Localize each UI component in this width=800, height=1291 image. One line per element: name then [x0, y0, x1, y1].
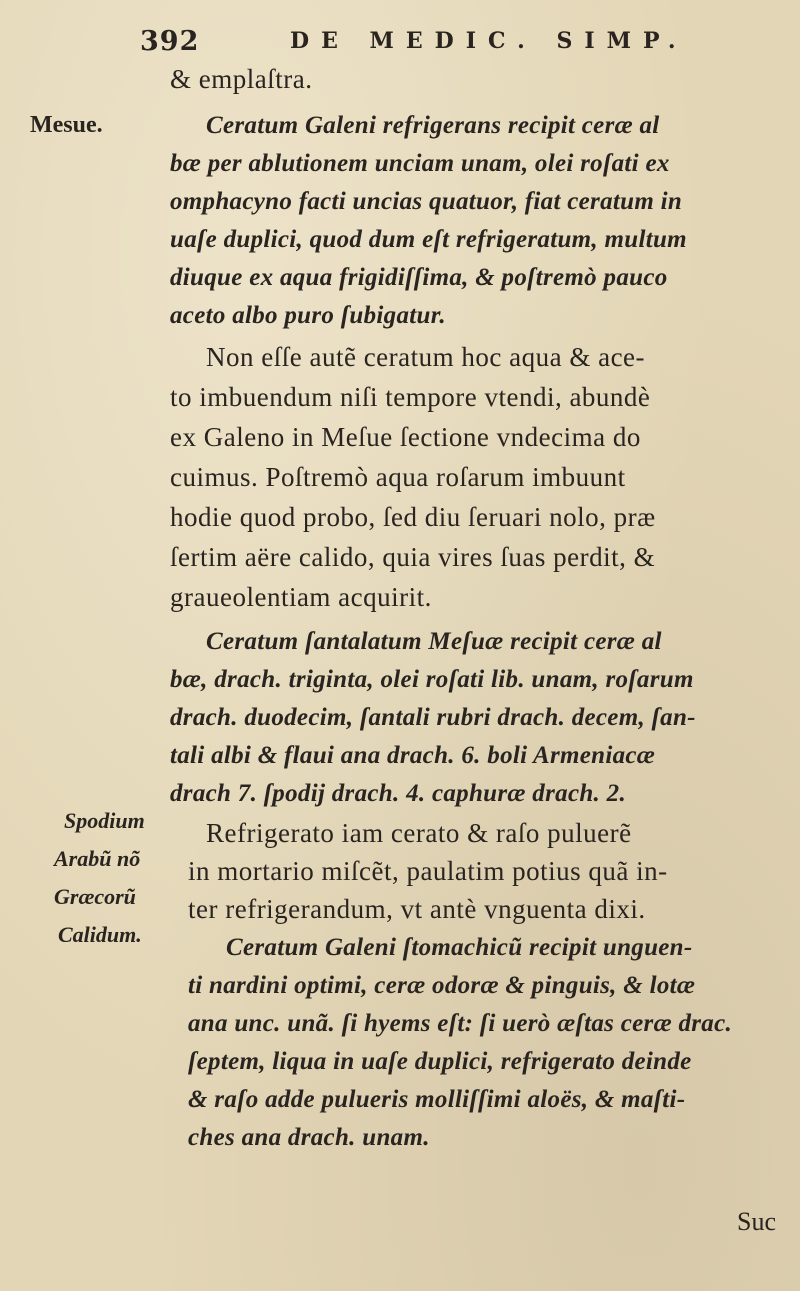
margin-note-arabum: Arabũ nõ — [54, 846, 141, 871]
text-line: tali albi & flaui ana drach. 6. boli Armeniacæ — [170, 742, 656, 769]
text-line: ter refrigerandum, vt antè vnguenta dixi. — [188, 894, 646, 924]
text-line: ti nardini optimi, ceræ odoræ & pinguis, & lotæ — [188, 972, 696, 999]
text-line: bæ per ablutionem unciam unam, olei roſati ex — [170, 150, 670, 177]
margin-note-mesue: Mesue. — [30, 112, 103, 138]
text-line: ana unc. unã. ſi hyems eſt: ſi uerò æſtas ceræ drac. — [188, 1010, 733, 1037]
text-line: diuque ex aqua frigidiſſima, & poſtremò pauco — [170, 264, 668, 291]
text-line: graueolentiam acquirit. — [170, 582, 432, 612]
text-line: ſeptem, liqua in uaſe duplici, refrigerato deinde — [188, 1048, 692, 1075]
text-line: ſertim aëre calido, quia vires ſuas perdit, & — [170, 542, 656, 572]
margin-note-graecorum: Græcorũ — [54, 884, 136, 909]
text-line: drach 7. ſpodij drach. 4. caphuræ drach. 2. — [170, 780, 626, 807]
text-line: cuimus. Poſtremò aqua roſarum imbuunt — [170, 462, 626, 492]
margin-note-spodium: Spodium — [64, 808, 145, 833]
text-line: Ceratum Galeni ſtomachicũ recipit unguen- — [226, 934, 693, 961]
page-header — [140, 22, 700, 66]
text-line: omphacyno facti uncias quatuor, fiat ceratum in — [170, 188, 683, 215]
page-number: 392 — [140, 26, 200, 57]
text-line: in mortario miſcẽt, paulatim potius quã in- — [188, 856, 668, 886]
running-title: DE MEDIC. SIMP. — [290, 28, 688, 54]
text-line: drach. duodecim, ſantali rubri drach. decem, ſan- — [170, 704, 696, 731]
text-line: & emplaſtra. — [170, 64, 313, 94]
text-line: to imbuendum niſi tempore vtendi, abundè — [170, 382, 651, 412]
catchword: Suc — [737, 1207, 776, 1236]
text-line: aceto albo puro ſubigatur. — [170, 302, 446, 329]
text-line: ex Galeno in Meſue ſectione vndecima do — [170, 422, 641, 452]
text-line: bæ, drach. triginta, olei roſati lib. unam, roſarum — [170, 666, 694, 693]
text-line: uaſe duplici, quod dum eſt refrigeratum, multum — [170, 226, 687, 253]
text-line: & raſo adde pulueris molliſſimi aloës, & maſti- — [188, 1086, 686, 1113]
text-line: Ceratum ſantalatum Meſuæ recipit ceræ al — [206, 628, 662, 655]
text-line: Refrigerato iam cerato & raſo puluerẽ — [206, 818, 632, 848]
margin-note-calidum: Calidum. — [58, 922, 142, 947]
text-line: Ceratum Galeni refrigerans recipit ceræ al — [206, 112, 660, 139]
text-line: Non eſſe autẽ ceratum hoc aqua & ace- — [206, 342, 646, 372]
text-line: ches ana drach. unam. — [188, 1124, 430, 1151]
text-line: hodie quod probo, ſed diu ſeruari nolo, præ — [170, 502, 656, 532]
